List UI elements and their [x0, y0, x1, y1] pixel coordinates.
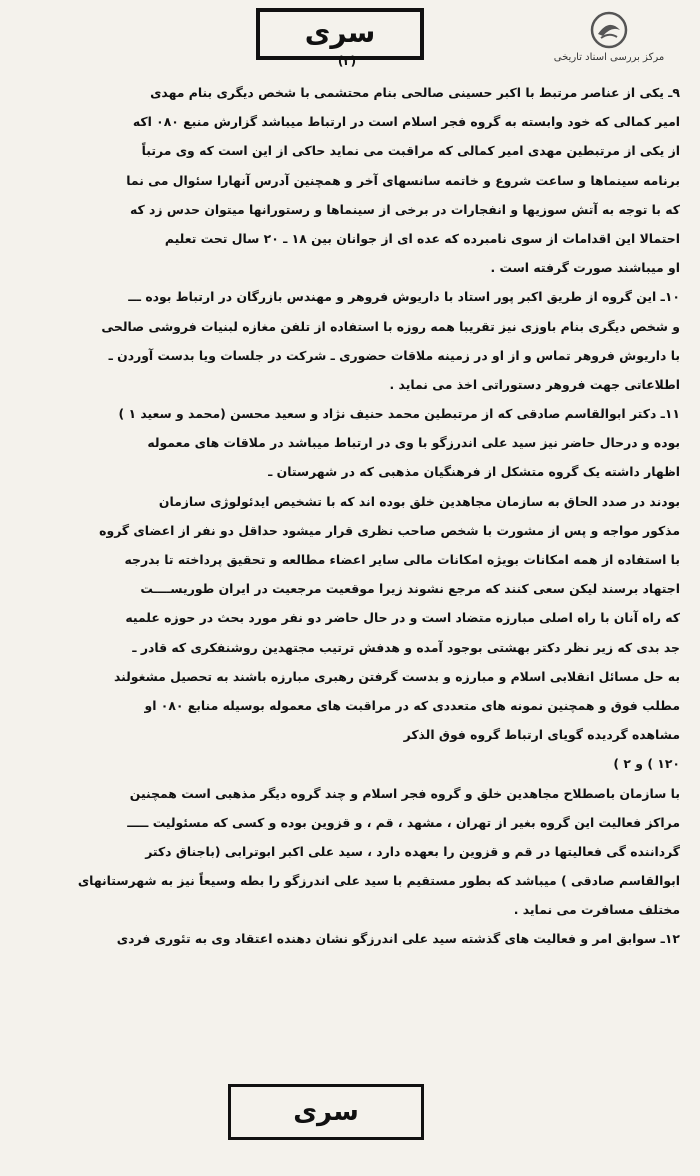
- body-line: با استفاده از همه امکانات بویژه امکانات مالی سایر اعضاء مطالعه و تحقیق پرداخته تا بدرجه: [124, 552, 680, 567]
- classification-stamp-top: سری: [256, 8, 424, 60]
- body-line: مذکور مواجه و پس از مشورت با شخص صاحب نظری قرار میشود حداقل دو نفر از اعضای گروه: [99, 522, 680, 538]
- body-line: که با توجه به آتش سوزیها و انفجارات در برخی از سینماها و رستورانها میتوان حدس زد که: [130, 201, 680, 217]
- page-number: (۳): [337, 54, 357, 68]
- body-line: مراکز فعالیت این گروه بغیر از تهران ، مشهد ، قم ، و قزوین بوده و کسی که مسئولیت ـــــ: [127, 814, 680, 830]
- body-line: احتمالا این اقدامات از سوی نامبرده که عده ای از جوانان بین ۱۸ ـ ۲۰ سال تحت تعلیم: [164, 230, 680, 246]
- body-line: اظهار داشته یک گروه متشکل از فرهنگیان مذهبی که در شهرستان ـ: [268, 464, 680, 480]
- archive-logo: [534, 10, 684, 63]
- body-line: مختلف مسافرت می نماید .: [513, 902, 680, 918]
- body-line: امیر کمالی که خود وابسته به گروه فجر اسلام است در ارتباط میباشد گزارش منبع ۰۸۰ اکه: [132, 114, 680, 130]
- body-line: بودند در صدد الحاق به سازمان مجاهدین خلق بوده اند که با تشخیص ایدئولوژی سازمان: [158, 493, 680, 509]
- classification-stamp-bottom: سری: [228, 1084, 424, 1140]
- archive-emblem-icon: [589, 10, 629, 50]
- archive-name: مرکز بررسی اسناد تاریخی: [553, 52, 665, 63]
- body-line: اطلاعاتی جهت فروهر دستوراتی اخذ می نماید .: [389, 376, 680, 392]
- body-line: جد بدی که زیر نظر دکتر بهشتی بوجود آمده و هدفش ترتیب مجتهدین روشنفکری که قادر ـ: [132, 639, 680, 655]
- body-line: اجتهاد برسند لیکن سعی کنند که مرجع نشوند زیرا موقعیت مرجعیت در ایران طوریســــت: [140, 581, 680, 597]
- body-line: گرداننده گی فعالیتها در قم و قزوین را بعهده دارد ، سید علی اکبر ابوترابی (باجناق دکتر: [145, 843, 680, 859]
- body-line: ۹ـ یکی از عناصر مرتبط با اکبر حسینی صالحی بنام محتشمی با شخص دیگری بنام مهدی: [150, 85, 680, 100]
- body-line: بوده و درحال حاضر نیز سید علی اندرزگو با وی در ارتباط میباشد در ملاقات های معموله: [147, 435, 680, 451]
- body-line: که راه آنان با راه اصلی مبارزه متضاد است و در حال حاضر دو نفر مورد بحث در حوزه علمیه: [125, 610, 680, 626]
- body-line: برنامه سینماها و ساعت شروع و خاتمه سانسهای آخر و همچنین آدرس آنهارا سئوال می نما: [126, 172, 680, 188]
- body-line: ۱۰ـ این گروه از طریق اکبر پور استاد با داریوش فروهر و مهندس بازرگان در ارتباط بوده ـــ: [128, 289, 680, 305]
- body-line: با داریوش فروهر تماس و از او در زمینه ملاقات حضوری ـ شرکت در جلسات ویا بدست آوردن ـ: [108, 347, 680, 363]
- body-line: ۱۲۰ ) و ۲ ): [613, 756, 680, 772]
- body-line: به حل مسائل انقلابی اسلام و مبارزه و بدست گرفتن رهبری مبارزه باشند به تحصیل مشغولند: [113, 668, 680, 684]
- body-line: او میباشند صورت گرفته است .: [490, 260, 680, 276]
- body-line: ابوالقاسم صادقی ) میباشد که بطور مستقیم با سید علی اندرزگو را بطه وسیعاً نیز به شهرستانهای: [77, 873, 680, 889]
- body-line: با سازمان باصطلاح مجاهدین خلق و گروه فجر اسلام و چند گروه دیگر مذهبی است همچنین: [129, 785, 680, 801]
- body-line: و شخص دیگری بنام باوزی نیز تقریبا همه روزه با استفاده از تلفن مغازه لبنیات فروشی صالحی: [101, 318, 680, 334]
- body-line: ۱۱ـ دکتر ابوالقاسم صادقی که از مرتبطین محمد حنیف نژاد و سعید محسن (محمد و سعید ۱ ): [118, 406, 680, 422]
- body-line: از یکی از مرتبطین مهدی امیر کمالی که مراقبت می نماید حاکی از این است که وی مرتباً: [141, 143, 680, 159]
- document-body: [30, 78, 680, 954]
- body-line: ۱۲ـ سوابق امر و فعالیت های گذشته سید علی اندرزگو نشان دهنده اعتقاد وی به تئوری فردی: [116, 931, 680, 947]
- body-line: مطلب فوق و همچنین نمونه های متعددی که در مراقبت های معموله بوسیله منابع ۰۸۰ او: [144, 697, 680, 713]
- body-line: مشاهده گردیده گویای ارتباط گروه فوق الذکر: [403, 727, 680, 743]
